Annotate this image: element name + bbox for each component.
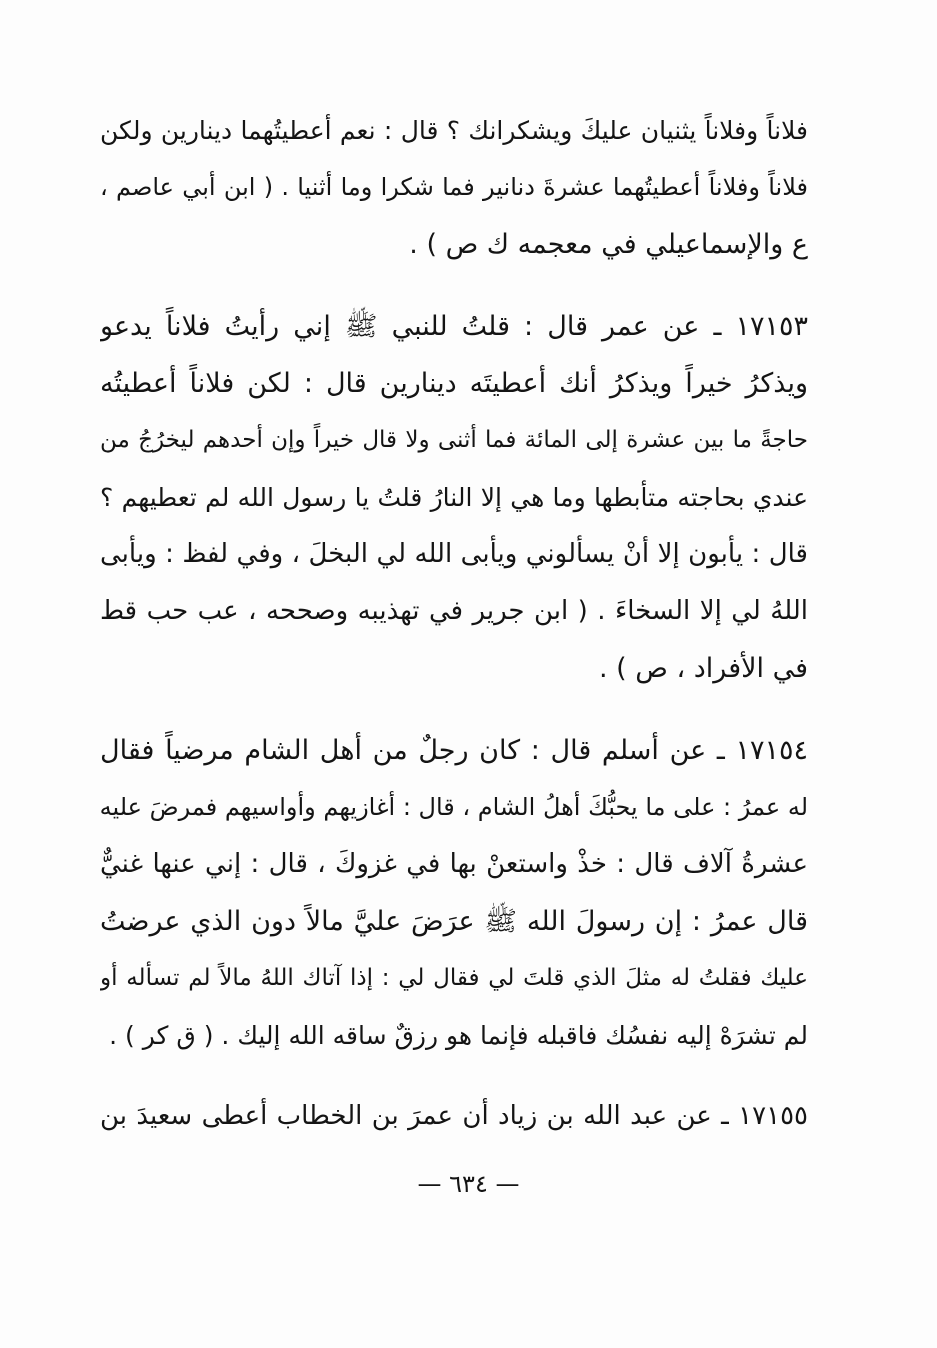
paragraph-1 <box>100 102 808 273</box>
text-line: فلاناً وفلاناً يثنيان عليكَ ويشكرانك ؟ قال : نعم أعطيتُهما دينارين ولكن <box>100 116 808 145</box>
paragraph-hadith-17155 <box>100 1088 808 1145</box>
text-line: في الأفراد ، ص ) . <box>598 653 808 684</box>
paragraph-hadith-17154 <box>100 722 808 1064</box>
paragraph-hadith-17153 <box>100 298 808 697</box>
text-line: اللهُ لي إلا السخاءَ . ( ابن جرير في تهذيبه وصححه ، عب حب قط <box>100 596 808 626</box>
text-line: ١٧١٥٤ ـ عن أسلم قال : كان رجلٌ من أهل الشام مرضياً فقال <box>100 735 808 766</box>
page-number: — ٦٣٤ — <box>417 1170 520 1198</box>
text-line: ١٧١٥٣ ـ عن عمر قال : قلتُ للنبي ﷺ إني رأيتُ فلاناً يدعو <box>100 311 808 342</box>
text-line: قال : يأبون إلا أنْ يسألوني ويأبى الله لي البخلَ ، وفي لفظ : ويأبى <box>100 539 808 569</box>
text-line: له عمرُ : على ما يحبُّكَ أهلُ الشام ، قال : أغازيهم وأواسيهم فمرضَ عليه <box>100 793 808 821</box>
text-line: فلاناً وفلاناً أعطيتُهما عشرةَ دنانير فما شكرا وما أثنيا . ( ابن أبي عاصم ، <box>100 173 808 201</box>
text-line: ١٧١٥٥ ـ عن عبد الله بن زياد أن عمرَ بن الخطاب أعطى سعيدَ بن <box>100 1101 808 1131</box>
text-line: ع والإسماعيلي في معجمه ك ص ) . <box>409 229 808 260</box>
text-line: عندي بحاجته متأبطها وما هي إلا النارُ قلتُ يا رسول الله لم تعطيهم ؟ <box>100 483 808 512</box>
text-line: قال عمرُ : إن رسولَ الله ﷺ عرَضَ عليَّ مالاً دون الذي عرضتُ <box>100 906 808 937</box>
text-line: عليك فقلتُ له مثلَ الذي قلتَ لي فقال لي : إذا آتاك اللهُ مالاً لم تسأله أو <box>100 965 808 991</box>
text-line: عشرةُ آلاف قال : خذْ واستعنْ بها في غزوكَ ، قال : إني عنها غنيٌّ <box>100 849 808 879</box>
text-line: ويذكرُ خيراً ويذكرُ أنك أعطيتَه دينارين قال : لكن فلاناً أعطيتُه <box>100 368 808 399</box>
text-line: حاجةً ما بين عشرة إلى المائة فما أثنى ولا قال خيراً وإن أحدهم ليخرُجُ من <box>100 427 808 453</box>
text-line: لم تشرَهْ إليه نفسُك فاقبله فإنما هو رزقٌ ساقه الله إليك . ( ق كر ) . <box>109 1021 808 1050</box>
